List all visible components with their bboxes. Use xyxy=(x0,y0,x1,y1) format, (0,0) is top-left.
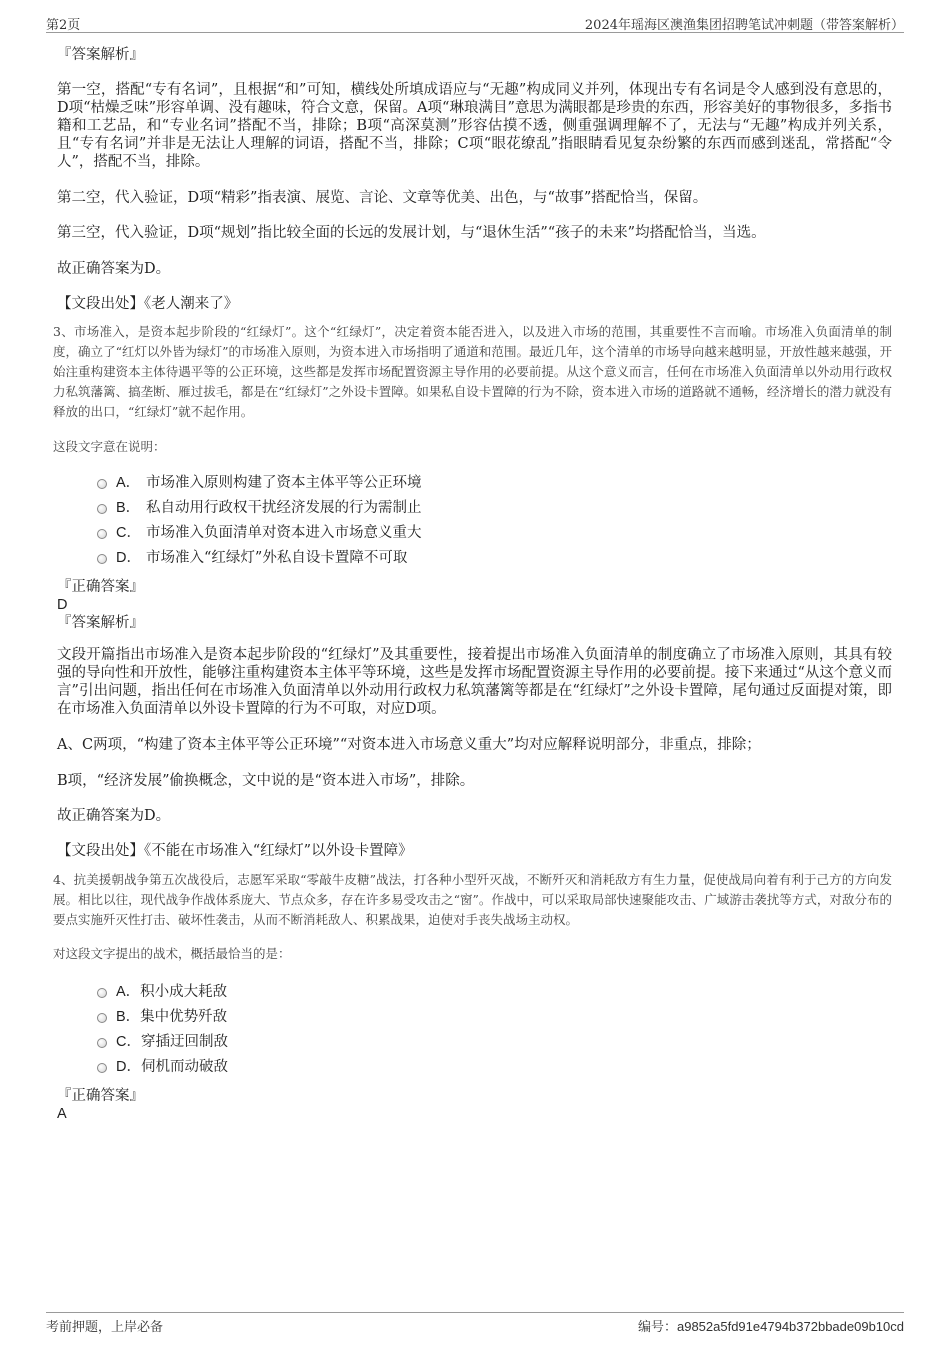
footer-slogan: 考前押题，上岸必备 xyxy=(46,1320,164,1335)
page-header xyxy=(46,14,904,33)
radio-button[interactable] xyxy=(97,1063,107,1073)
question-prompt: 对这段文字提出的战术，概括最恰当的是： xyxy=(53,946,291,961)
analysis-paragraph: 文段开篇指出市场准入是资本起步阶段的“红绿灯”及其重要性，接着提出市场准入负面清单的制度确立了市场准入原则，其具有较强的导向性和开放性，能够注重构建资本主体平等环境，这些是发挥市场配置资源主导作用的必要前提。接下来通过“从这个意义而言”引出问题，指出任何在市场准入负面清单以外动用行政权力私筑藩篱等都是在“红绿灯”之外设卡置障，尾句通过反面提对策，即在市场准入负面清单以外设卡置障的行为不可取，对应D项。 xyxy=(57,647,892,717)
option-c[interactable]: C．穿插迂回制敌 xyxy=(97,1030,892,1055)
analysis-paragraph: 第二空，代入验证，D项“精彩”指表演、展览、言论、文章等优美、出色，与“故事”搭配恰当，保留。 xyxy=(57,190,708,206)
document-title: 2024年瑶海区澳渔集团招聘笔试冲刺题（带答案解析） xyxy=(584,18,904,33)
page-footer xyxy=(46,1312,904,1333)
page-number: 第2页 xyxy=(46,18,81,33)
question-text: 3、市场准入，是资本起步阶段的“红绿灯”。这个“红绿灯”，决定着资本能否进入，以及进入市场的范围，其重要性不言而喻。市场准入负面清单的制度，确立了“红灯以外皆为绿灯”的市场准入原则，为资本进入市场指明了通道和范围。最近几年，这个清单的市场导向越来越明显，开放性越来越强，开始注重构建资本主体待遇平等的公正环境，这些都是发挥市场配置资源主导作用的必要前提。从这个意义而言，任何在市场准入负面清单以外动用行政权力私筑藩篱、搞垄断、雁过拔毛，都是在“红绿灯”之外设卡置障。如果私自设卡置障的行为不除，资本进入市场的道路就不通畅，经济增长的潜力就没有释放的出口，“红绿灯”就不起作用。 xyxy=(53,324,892,419)
analysis-paragraph: B项，“经济发展”偷换概念，文中说的是“资本进入市场”，排除。 xyxy=(57,773,475,789)
analysis-conclusion: 故正确答案为D。 xyxy=(57,261,171,277)
source-citation: 【文段出处】《老人潮来了》 xyxy=(57,296,239,312)
correct-answer-label: 『正确答案』 xyxy=(57,1088,144,1104)
option-a[interactable]: A．积小成大耗敌 xyxy=(97,980,892,1005)
option-a[interactable]: A． 市场准入原则构建了资本主体平等公正环境 xyxy=(97,471,892,496)
correct-answer-label: 『正确答案』 xyxy=(57,579,144,595)
radio-button[interactable] xyxy=(97,529,107,539)
radio-button[interactable] xyxy=(97,1038,107,1048)
page-content xyxy=(53,46,892,1123)
radio-button[interactable] xyxy=(97,554,107,564)
correct-answer: A xyxy=(57,1106,67,1122)
option-c[interactable]: C． 市场准入负面清单对资本进入市场意义重大 xyxy=(97,521,892,546)
document-id-value: a9852a5fd91e4794b372bbade09b10cd xyxy=(676,1319,904,1334)
analysis-paragraph: 第三空，代入验证，D项“规划”指比较全面的长远的发展计划，与“退休生活”“孩子的未来”均搭配恰当，当选。 xyxy=(57,225,766,241)
correct-answer: D xyxy=(57,597,68,613)
source-citation: 【文段出处】《不能在市场准入“红绿灯”以外设卡置障》 xyxy=(57,843,413,859)
radio-button[interactable] xyxy=(97,1013,107,1023)
radio-button[interactable] xyxy=(97,988,107,998)
option-b[interactable]: B．集中优势歼敌 xyxy=(97,1005,892,1030)
radio-button[interactable] xyxy=(97,479,107,489)
document-id-label: 编号： xyxy=(637,1320,677,1335)
document-id xyxy=(638,1316,904,1335)
option-list xyxy=(57,471,892,571)
analysis-conclusion: 故正确答案为D。 xyxy=(57,808,171,824)
question-text: 4、抗美援朝战争第五次战役后，志愿军采取“零敲牛皮糖”战法，打各种小型歼灭战，不断歼灭和消耗敌方有生力量，促使战局向着有利于己方的方向发展。相比以往，现代战争作战体系庞大、节点众多，存在许多易受攻击之“窗”。作战中，可以采取局部快速聚能攻击、广域游击袭扰等方式，对敌分布的要点实施歼灭性打击、破坏性袭击，从而不断消耗敌人、积累战果，迫使对手丧失战场主动权。 xyxy=(53,872,892,927)
analysis-paragraph: 第一空，搭配“专有名词”，且根据“和”可知，横线处所填成语应与“无趣”构成同义并列，体现出专有名词是令人感到没有意思的，D项“枯燥乏味”形容单调、没有趣味，符合文意，保留。A项“琳琅满目”意思为满眼都是珍贵的东西，形容美好的事物很多，多指书籍和工艺品，和“专业名词”搭配不当，排除；B项“高深莫测”形容估摸不透，侧重强调理解不了，无法与“无趣”构成并列关系，且“专有名词”并非是无法让人理解的词语，搭配不当，排除；C项“眼花缭乱”指眼睛看见复杂纷繁的东西而感到迷乱，常搭配“令人”，搭配不当，排除。 xyxy=(57,82,892,170)
question-prompt: 这段文字意在说明： xyxy=(53,439,166,454)
analysis-paragraph: A、C两项，“构建了资本主体平等公正环境”“对资本进入市场意义重大”均对应解释说明部分，非重点，排除； xyxy=(57,737,761,753)
option-b[interactable]: B． 私自动用行政权干扰经济发展的行为需制止 xyxy=(97,496,892,521)
option-list xyxy=(57,980,892,1080)
option-d[interactable]: D．伺机而动破敌 xyxy=(97,1055,892,1080)
radio-button[interactable] xyxy=(97,504,107,514)
option-d[interactable]: D． 市场准入“红绿灯”外私自设卡置障不可取 xyxy=(97,546,892,571)
analysis-label: 『答案解析』 xyxy=(57,615,144,631)
analysis-label: 『答案解析』 xyxy=(57,47,144,63)
